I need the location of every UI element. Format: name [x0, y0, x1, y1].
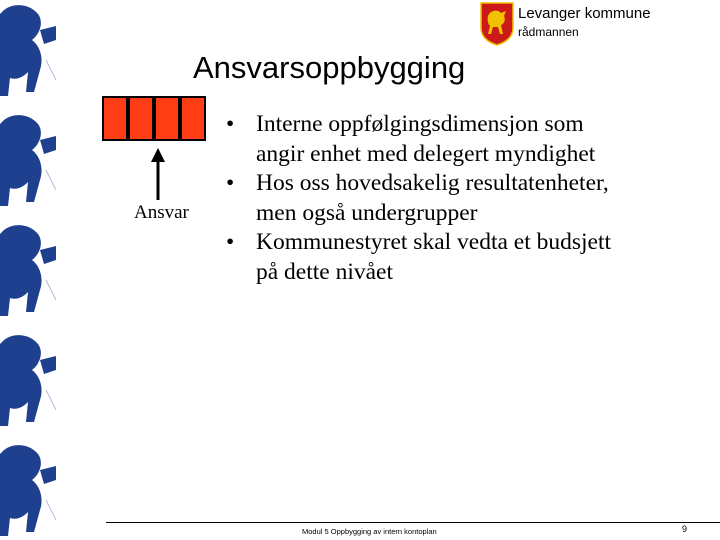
bullet-line: på dette nivået	[256, 258, 394, 285]
organization-name: Levanger kommune	[518, 5, 651, 22]
structure-box-3	[154, 96, 180, 141]
bullet-line: angir enhet med delegert myndighet	[256, 140, 596, 167]
structure-box-1	[102, 96, 128, 141]
decorative-horse-pattern	[0, 0, 56, 540]
bullet-dot-icon: •	[226, 170, 235, 196]
bullet-item	[226, 169, 706, 228]
structure-box-2	[128, 96, 154, 141]
bullet-item	[226, 228, 706, 287]
bullet-list	[226, 110, 706, 287]
bullet-line: men også undergrupper	[256, 199, 478, 226]
logo-area	[480, 2, 715, 48]
bullet-dot-icon: •	[226, 111, 235, 137]
footer-divider	[106, 522, 720, 523]
diagram-label: Ansvar	[134, 202, 189, 223]
horse-pattern-icon	[0, 0, 56, 540]
bullet-line: Interne oppfølgingsdimensjon som	[256, 111, 584, 137]
bullet-line: Hos oss hovedsakelig resultatenheter,	[256, 170, 609, 196]
structure-box-4	[180, 96, 206, 141]
slide-title: Ansvarsoppbygging	[193, 50, 466, 85]
arrow-up-icon	[150, 148, 166, 200]
footer-text: Modul 5 Oppbygging av intern kontoplan	[302, 527, 437, 536]
page-number: 9	[682, 524, 688, 534]
bullet-line: Kommunestyret skal vedta et budsjett	[256, 229, 612, 255]
coat-of-arms-icon	[480, 2, 514, 46]
bullet-dot-icon: •	[226, 229, 235, 255]
department-name: rådmannen	[518, 25, 579, 39]
bullet-item	[226, 110, 706, 169]
